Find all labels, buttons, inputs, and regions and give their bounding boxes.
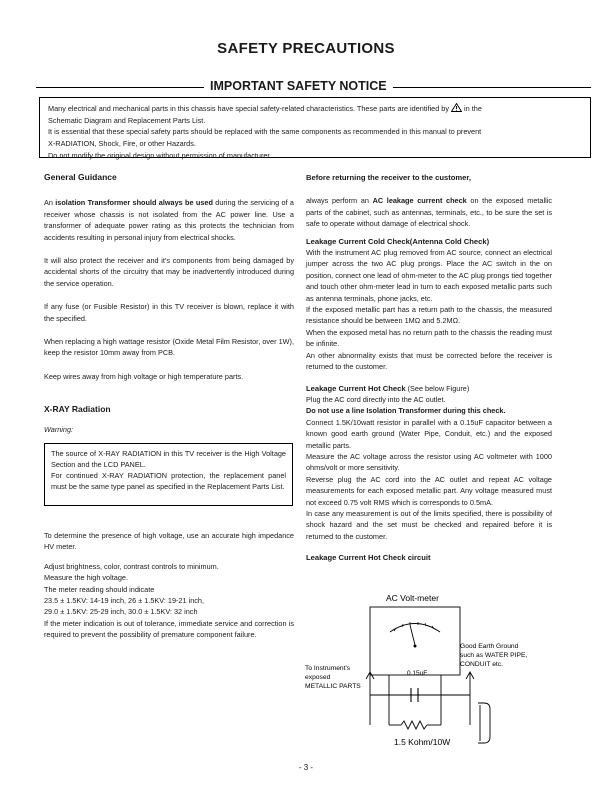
general-paragraph-1 [44, 197, 294, 243]
xray-box-paragraph-2: For continued X-RAY RADIATION protection, the replacement panel must be the same type panel as specified in the Replacement Parts List. [51, 471, 286, 491]
ac-leakage-intro [306, 195, 552, 229]
hot-check-paragraph-3: Connect 1.5K/10watt resistor in parallel with a 0.15uF capacitor between a known good earth ground (Water Pipe, Conduit, etc.) and the exposed metallic parts. [306, 417, 552, 450]
hot-check-paragraph-6: In case any measurement is out of the limits specified, there is possibility of shock hazard and the set must be checked and repaired before it is returned to the customer. [306, 508, 552, 541]
circuit-heading: Leakage Current Hot Check circuit [306, 553, 431, 563]
general-paragraph-3: If any fuse (or Fusible Resistor) in this TV receiver is blown, replace it with the specified. [44, 302, 294, 323]
safety-notice-box [39, 97, 591, 158]
notice-line-1 [48, 103, 584, 115]
xray-line-a: Adjust brightness, color, contrast controls to minimum. [44, 561, 219, 571]
cold-check-paragraph-4: An other abnormality exists that must be corrected before the receiver is returned to the customer. [306, 350, 552, 372]
hot-check-heading-row [306, 383, 552, 394]
hot-check-heading-note: (See below Figure) [405, 383, 470, 393]
xray-warning-label: Warning: [44, 425, 74, 434]
right-column [306, 172, 552, 564]
voltmeter-box [370, 607, 460, 675]
xray-heading: X-RAY Radiation [44, 404, 111, 414]
leakage-circuit-diagram [300, 585, 570, 755]
meter-label: AC Volt-meter [386, 593, 439, 603]
hot-check-paragraph-5: Reverse plug the AC cord into the AC outlet and repeat AC voltage measurements for each exposed metallic part. Any voltage measured must not exceed 0.75 volt RMS which is corresponds to 0.5mA. [306, 474, 552, 507]
general-paragraph-4: When replacing a high wattage resistor (Oxide Metal Film Resistor, over 1W), keep the resistor 10mm away from PCB. [44, 337, 294, 358]
xray-line-c: The meter reading should indicate [44, 584, 155, 594]
text-bold: AC leakage current check [372, 196, 467, 206]
text: An [44, 198, 56, 208]
notice-line-2: Schematic Diagram and Replacement Parts List. [48, 115, 206, 125]
notice-line-4: X-RADIATION, Shock, Fire, or other Hazards. [48, 139, 196, 149]
page-title: SAFETY PRECAUTIONS [217, 40, 395, 57]
xray-line-e: 29.0 ± 1.5KV: 25-29 inch, 30.0 ± 1.5KV: 32 inch [44, 607, 198, 617]
cold-check-heading: Leakage Current Cold Check(Antenna Cold Check) [306, 236, 490, 246]
notice-text: in the [464, 104, 482, 113]
meter-needle [410, 625, 415, 645]
xray-box-paragraph-1: The source of X-RAY RADIATION in this TV receiver is the High Voltage Section and the LCD PANEL. [51, 449, 286, 469]
xray-line-b: Measure the high voltage. [44, 573, 128, 583]
cold-check-paragraph-1: With the instrument AC plug removed from AC source, connect an electrical jumper across the two AC plug prongs. Place the AC switch in the on position, connect one lead of ohm-meter to the AC plug prongs tied together and touch other ohm-meter lead in turn to each exposed metallic parts such as antenna terminals, phone jacks, etc. [306, 248, 552, 303]
instrument-label-1: To Instrument's [305, 665, 351, 672]
cold-check-paragraph-3: When the exposed metal has no return path to the chassis the reading must be infinite. [306, 327, 552, 349]
instrument-label-2: exposed [305, 674, 331, 681]
ground-label-2: such as WATER PIPE, [460, 652, 528, 659]
general-paragraph-5: Keep wires away from high voltage or high temperature parts. [44, 371, 244, 381]
before-returning-heading: Before returning the receiver to the customer, [306, 173, 471, 182]
text: always perform an [306, 196, 373, 206]
ground-label-1: Good Earth Ground [460, 643, 519, 650]
instrument-label-3: METALLIC PARTS [305, 683, 361, 690]
xray-paragraph-1: To determine the presence of high voltage, use an accurate high impedance HV meter. [44, 531, 294, 552]
text: on the exposed metallic parts of the cabinet, such as antennas, terminals, etc., to be sure the set is safe to operate without damage of electrical shock. [306, 196, 552, 229]
notice-heading: IMPORTANT SAFETY NOTICE [204, 79, 393, 93]
notice-text: Many electrical and mechanical parts in this chassis have special safety-related characteristics. These parts are identified by [48, 104, 449, 113]
meter-dial-arc [390, 624, 440, 633]
hot-check-paragraph-1: Plug the AC cord directly into the AC outlet. [306, 394, 446, 404]
general-paragraph-2: It will also protect the receiver and it's components from being damaged by accidental shorts of the circuitry that may be inadvertently introduced during the service operation. [44, 256, 294, 288]
meter-pivot [414, 645, 417, 648]
resistor-label: 1.5 Kohm/10W [394, 737, 451, 747]
general-guidance-section [44, 172, 294, 382]
hot-check-paragraph-4: Measure the AC voltage across the resistor using AC voltmeter with 1000 ohms/volt or more sensitivity. [306, 451, 552, 473]
hot-check-heading: Leakage Current Hot Check [306, 383, 406, 393]
xray-paragraph-3: If the meter indication is out of tolerance, immediate service and correction is required to prevent the possibility of premature component failure. [44, 618, 294, 640]
warning-triangle-icon [451, 103, 462, 112]
cold-check-paragraph-2: If the exposed metallic part has a return path to the chassis, the measured resistance should be between 1MΩ and 5.2MΩ. [306, 305, 552, 326]
xray-body [44, 530, 294, 641]
text-bold: isolation Transformer should always be used [55, 198, 213, 208]
resistor-zigzag [401, 721, 427, 729]
notice-line-5: Do not modify the original design without permission of manufacturer. [48, 150, 272, 160]
xray-warning-box [44, 443, 293, 506]
capacitor-label: 0.15uF [407, 670, 428, 677]
xray-line-d: 23.5 ± 1.5KV: 14-19 inch, 26 ± 1.5KV: 19-21 inch, [44, 596, 204, 606]
notice-line-3: It is essential that these special safety parts should be replaced with the same components as recommended in this manual to prevent [48, 127, 482, 137]
ground-label-3: CONDUIT etc. [460, 661, 503, 668]
page-number: - 3 - [298, 763, 314, 772]
hot-check-paragraph-2: Do not use a line Isolation Transformer during this check. [306, 406, 506, 416]
text: during the servicing of a receiver whose chassis is not isolated from the AC power line. Use a transformer of adequate power rating as this protects the technician from accidents resulting in personal injury from electrical shocks. [44, 198, 294, 242]
general-guidance-heading: General Guidance [44, 172, 117, 182]
